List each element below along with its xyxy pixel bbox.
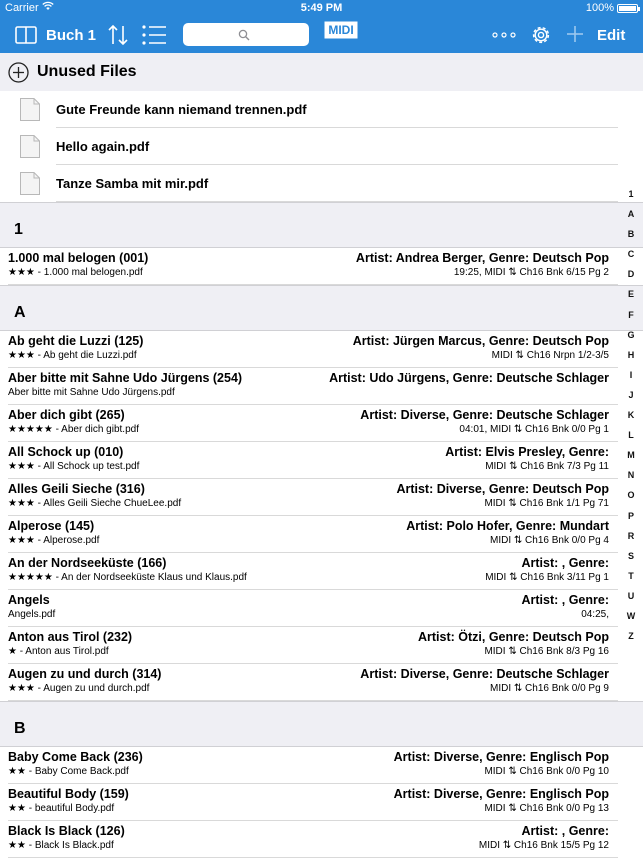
index-letter[interactable]: H xyxy=(627,349,635,360)
index-letter[interactable]: A xyxy=(627,209,635,220)
song-row[interactable] xyxy=(0,627,643,664)
index-letter[interactable]: M xyxy=(627,450,635,461)
song-title: Beautiful Body (159) xyxy=(8,787,129,801)
song-midi-info: 04:25, xyxy=(581,609,609,620)
song-title: Augen zu und durch (314) xyxy=(8,667,162,681)
file-name: Gute Freunde kann niemand trennen.pdf xyxy=(56,102,307,117)
song-row[interactable] xyxy=(0,479,643,516)
section-letter: B xyxy=(14,720,26,737)
song-file: Angels.pdf xyxy=(8,609,56,620)
song-title: Alperose (145) xyxy=(8,519,95,533)
search-input[interactable] xyxy=(189,25,303,44)
list-icon[interactable] xyxy=(141,23,167,47)
song-artist-genre: Artist: Diverse, Genre: Englisch Pop xyxy=(393,750,609,764)
song-artist-genre: Artist: Diverse, Genre: Englisch Pop xyxy=(393,787,609,801)
song-row[interactable] xyxy=(0,784,643,821)
unused-file-row[interactable] xyxy=(0,128,643,165)
unused-files-title: Unused Files xyxy=(37,63,137,80)
song-file: ★★ - beautiful Body.pdf xyxy=(8,803,115,814)
song-row[interactable] xyxy=(0,590,643,627)
unused-file-row[interactable] xyxy=(0,91,643,128)
song-midi-info: 04:01, MIDI ⇅ Ch16 Bnk 0/0 Pg 1 xyxy=(459,424,609,435)
song-artist-genre: Artist: , Genre: xyxy=(521,556,609,570)
index-letter[interactable]: L xyxy=(628,430,634,441)
song-row[interactable] xyxy=(0,442,643,479)
index-letter[interactable]: K xyxy=(627,410,635,421)
song-title: 1.000 mal belogen (001) xyxy=(8,251,149,265)
song-row[interactable] xyxy=(0,405,643,442)
song-artist-genre: Artist: Ötzi, Genre: Deutsch Pop xyxy=(418,630,609,644)
section-header xyxy=(0,701,643,747)
song-midi-info: MIDI ⇅ Ch16 Bnk 1/1 Pg 71 xyxy=(484,498,609,509)
song-midi-info: MIDI ⇅ Ch16 Bnk 0/0 Pg 4 xyxy=(490,535,609,546)
song-midi-info: 19:25, MIDI ⇅ Ch16 Bnk 6/15 Pg 2 xyxy=(453,267,609,278)
edit-button[interactable]: Edit xyxy=(597,26,626,44)
song-row[interactable] xyxy=(0,821,643,858)
index-letter[interactable]: B xyxy=(627,229,635,240)
song-artist-genre: Artist: Diverse, Genre: Deutsche Schlager xyxy=(360,667,609,681)
index-letter[interactable]: F xyxy=(628,309,634,320)
song-midi-info: MIDI ⇅ Ch16 Bnk 0/0 Pg 9 xyxy=(490,683,609,694)
song-midi-info: MIDI ⇅ Ch16 Bnk 0/0 Pg 10 xyxy=(484,766,609,777)
file-icon xyxy=(19,171,41,196)
carrier-label: Carrier xyxy=(5,2,39,14)
index-letter[interactable]: R xyxy=(627,530,635,541)
song-file: ★★★★★ - Aber dich gibt.pdf xyxy=(8,424,139,435)
unused-file-row[interactable] xyxy=(0,165,643,202)
song-file: ★★★★★ - An der Nordseeküste Klaus und Klaus.pdf xyxy=(8,572,247,583)
song-row[interactable] xyxy=(0,248,643,285)
file-name: Tanze Samba mit mir.pdf xyxy=(56,176,209,191)
song-list[interactable] xyxy=(0,53,643,858)
status-time: 5:49 PM xyxy=(300,2,343,14)
navigation-bar xyxy=(0,17,643,53)
song-midi-info: MIDI ⇅ Ch16 Bnk 8/3 Pg 16 xyxy=(484,646,609,657)
more-icon[interactable] xyxy=(491,25,517,45)
song-file: ★★★ - Alles Geili Sieche ChueLee.pdf xyxy=(8,498,182,509)
song-midi-info: MIDI ⇅ Ch16 Bnk 15/5 Pg 12 xyxy=(478,840,609,851)
file-icon xyxy=(19,97,41,122)
section-header xyxy=(0,202,643,248)
song-artist-genre: Artist: Jürgen Marcus, Genre: Deutsch Pop xyxy=(352,334,609,348)
song-row[interactable] xyxy=(0,516,643,553)
song-artist-genre: Artist: Diverse, Genre: Deutsch Pop xyxy=(396,482,609,496)
song-title: Anton aus Tirol (232) xyxy=(8,630,133,644)
song-file: Aber bitte mit Sahne Udo Jürgens.pdf xyxy=(8,387,175,398)
midi-logo-text: MIDI xyxy=(328,23,354,37)
battery-icon xyxy=(617,4,638,13)
top-bar xyxy=(0,0,643,53)
song-file: ★★ - Baby Come Back.pdf xyxy=(8,766,129,777)
sort-icon[interactable] xyxy=(105,22,131,48)
book-title-button[interactable]: Buch 1 xyxy=(46,26,97,44)
index-letter[interactable]: P xyxy=(627,510,634,521)
song-artist-genre: Artist: Andrea Berger, Genre: Deutsch Pop xyxy=(355,251,609,265)
song-file: ★★ - Black Is Black.pdf xyxy=(8,840,114,851)
song-row[interactable] xyxy=(0,368,643,405)
song-title: All Schock up (010) xyxy=(8,445,124,459)
song-artist-genre: Artist: Udo Jürgens, Genre: Deutsche Schlager xyxy=(329,371,609,385)
song-row[interactable] xyxy=(0,553,643,590)
index-letter[interactable]: W xyxy=(626,610,636,621)
song-file: ★ - Anton aus Tirol.pdf xyxy=(8,646,109,657)
song-row[interactable] xyxy=(0,664,643,701)
song-file: ★★★ - Alperose.pdf xyxy=(8,535,100,546)
song-artist-genre: Artist: , Genre: xyxy=(521,824,609,838)
song-title: Ab geht die Luzzi (125) xyxy=(8,334,144,348)
song-file: ★★★ - All Schock up test.pdf xyxy=(8,461,140,472)
song-title: Alles Geili Sieche (316) xyxy=(8,482,145,496)
song-midi-info: MIDI ⇅ Ch16 Bnk 3/11 Pg 1 xyxy=(485,572,609,583)
index-letter[interactable]: Z xyxy=(628,631,634,642)
index-letter[interactable]: J xyxy=(628,389,634,400)
search-field[interactable] xyxy=(183,23,309,46)
gear-icon[interactable] xyxy=(529,23,553,47)
song-midi-info: MIDI ⇅ Ch16 Bnk 7/3 Pg 11 xyxy=(485,461,609,472)
index-letter[interactable]: U xyxy=(627,590,635,601)
song-artist-genre: Artist: Polo Hofer, Genre: Mundart xyxy=(406,519,609,533)
unused-files-header xyxy=(0,53,643,91)
index-letter[interactable]: T xyxy=(628,570,634,581)
file-name: Hello again.pdf xyxy=(56,139,150,154)
index-letter[interactable]: I xyxy=(629,369,633,380)
index-letter[interactable]: E xyxy=(627,289,634,300)
plus-icon[interactable] xyxy=(565,24,585,44)
song-midi-info: MIDI ⇅ Ch16 Bnk 0/0 Pg 13 xyxy=(484,803,609,814)
circle-plus-icon[interactable] xyxy=(8,62,29,83)
song-file: ★★★ - Ab geht die Luzzi.pdf xyxy=(8,350,137,361)
section-index[interactable] xyxy=(619,184,643,646)
status-bar xyxy=(0,0,643,17)
song-artist-genre: Artist: Diverse, Genre: Deutsche Schlager xyxy=(360,408,609,422)
index-letter[interactable]: O xyxy=(627,490,635,501)
song-title: Aber dich gibt (265) xyxy=(8,408,125,422)
file-icon xyxy=(19,134,41,159)
index-letter[interactable]: S xyxy=(627,550,634,561)
song-title: Black Is Black (126) xyxy=(8,824,125,838)
midi-logo[interactable] xyxy=(324,21,358,39)
song-file: ★★★ - 1.000 mal belogen.pdf xyxy=(8,267,143,278)
song-title: Baby Come Back (236) xyxy=(8,750,143,764)
section-letter: A xyxy=(14,304,26,321)
song-artist-genre: Artist: , Genre: xyxy=(521,593,609,607)
song-file: ★★★ - Augen zu und durch.pdf xyxy=(8,683,150,694)
song-title: Angels xyxy=(8,593,50,607)
index-letter[interactable]: C xyxy=(627,249,635,260)
book-icon[interactable] xyxy=(14,25,38,45)
song-row[interactable] xyxy=(0,331,643,368)
index-letter[interactable]: G xyxy=(627,329,635,340)
battery-percentage: 100% xyxy=(585,2,614,14)
section-letter: 1 xyxy=(14,221,23,238)
song-row[interactable] xyxy=(0,747,643,784)
song-midi-info: MIDI ⇅ Ch16 Nrpn 1/2-3/5 xyxy=(491,350,609,361)
index-letter[interactable]: N xyxy=(627,470,635,481)
song-artist-genre: Artist: Elvis Presley, Genre: xyxy=(445,445,609,459)
song-title: Aber bitte mit Sahne Udo Jürgens (254) xyxy=(8,371,243,385)
index-letter[interactable]: D xyxy=(627,269,635,280)
song-title: An der Nordseeküste (166) xyxy=(8,556,167,570)
section-header xyxy=(0,285,643,331)
index-letter[interactable]: 1 xyxy=(628,189,634,199)
